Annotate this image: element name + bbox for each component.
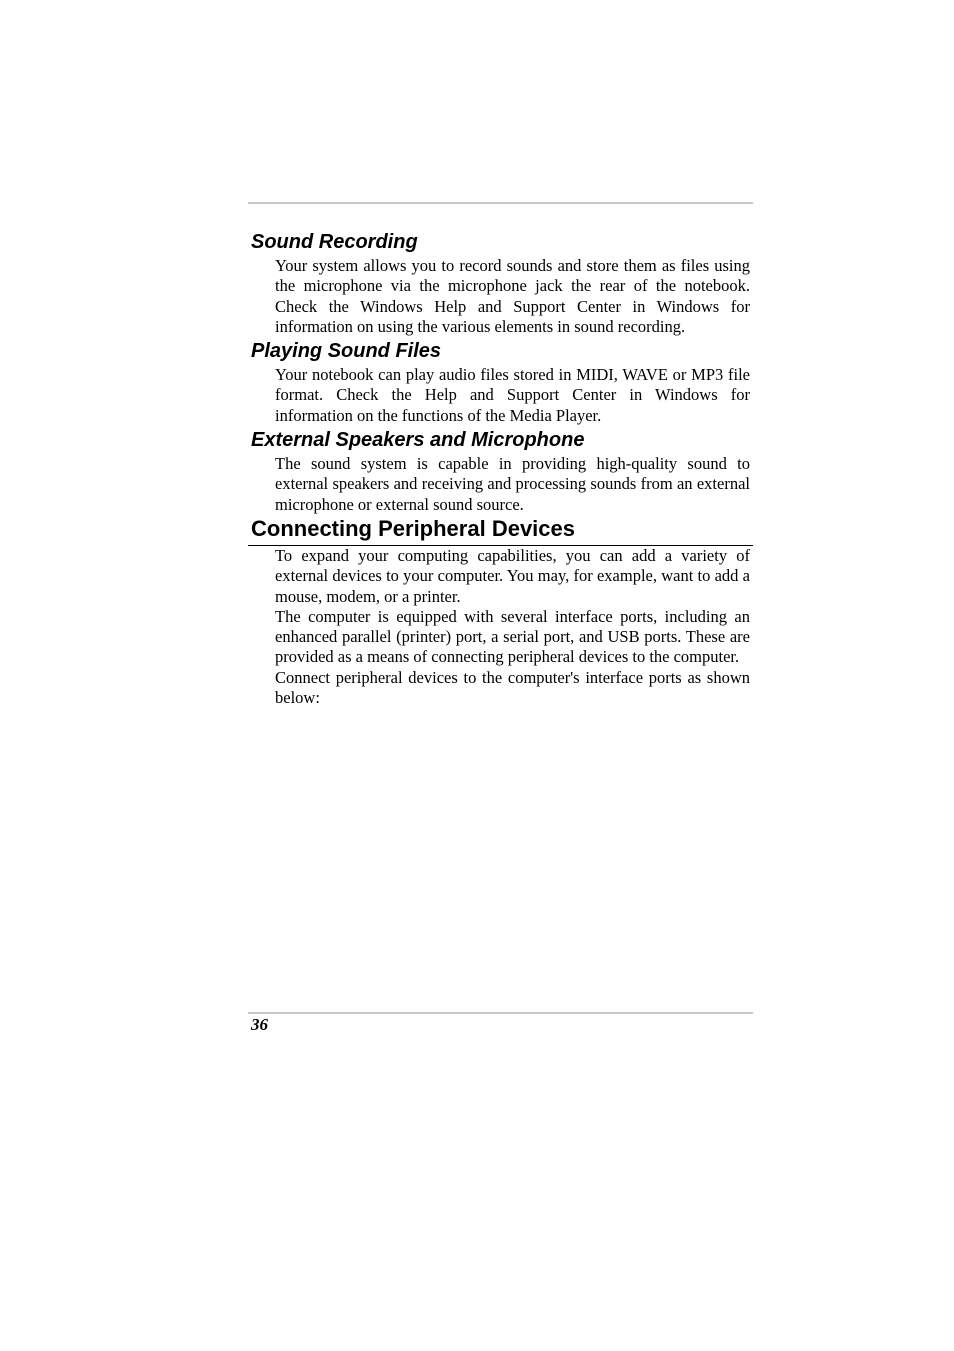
- page-number: 36: [251, 1015, 268, 1034]
- paragraph-connecting-3: Connect peripheral devices to the computer's interface ports as shown below:: [275, 667, 750, 708]
- paragraph-playing-sound-files: Your notebook can play audio files stored in MIDI, WAVE or MP3 file format. Check the Help and Support Center in Windows for information on the functions of the Media Player.: [275, 365, 750, 425]
- paragraph-sound-recording: Your system allows you to record sounds and store them as files using the microphone via the microphone jack the rear of the notebook. Check the Windows Help and Support Center in Windows for information on using the various elements in sound recording.: [275, 256, 750, 336]
- heading-sound-recording: Sound Recording: [251, 231, 418, 253]
- paragraph-connecting-1: To expand your computing capabilities, you can add a variety of external devices to your computer. You may, for example, want to add a mouse, modem, or a printer.: [275, 545, 750, 606]
- header-rule: [248, 202, 753, 204]
- heading-playing-sound-files: Playing Sound Files: [251, 340, 442, 363]
- page-content: [251, 228, 753, 708]
- paragraph-external-speakers: The sound system is capable in providing high-quality sound to external speakers and receiving and processing sounds from an external microphone or external sound source.: [275, 454, 750, 514]
- paragraph-connecting-2: The computer is equipped with several interface ports, including an enhanced parallel (printer) port, a serial port, and USB ports. These are provided as a means of connecting peripheral devices to the computer.: [275, 606, 750, 667]
- heading-external-speakers: External Speakers and Microphone: [251, 429, 585, 452]
- heading-connecting-peripheral-devices: Connecting Peripheral Devices: [248, 515, 753, 546]
- footer-rule: [248, 1012, 753, 1014]
